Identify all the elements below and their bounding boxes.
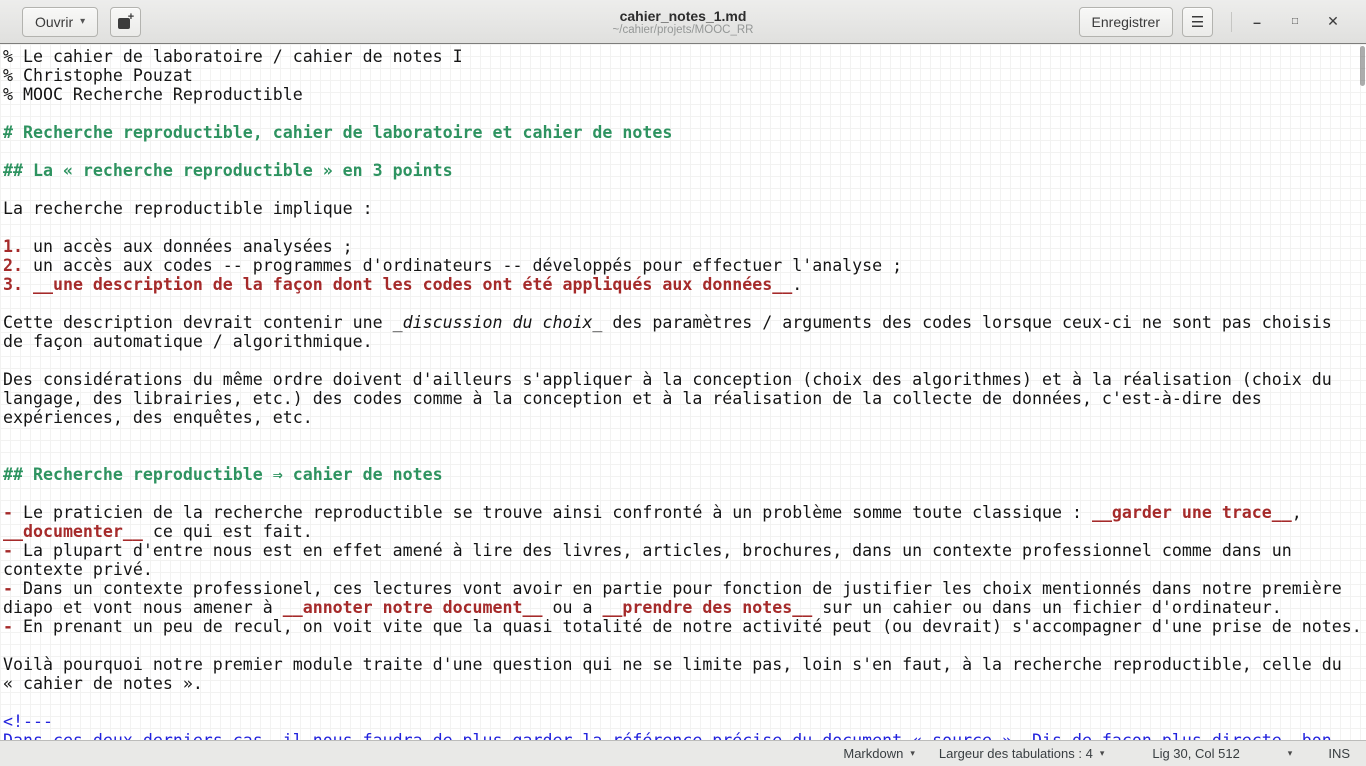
editor-line: - La plupart d'entre nous est en effet amené à lire des livres, articles, brochures, dans un contexte professionnel comme dans un (3, 541, 1292, 560)
editor-line: Voilà pourquoi notre premier module traite d'une question qui ne se limite pas, loin s'en faut, à la recherche reproductible, celle du (3, 655, 1342, 674)
editor-line (3, 180, 1366, 199)
close-button[interactable]: ✕ (1327, 13, 1339, 29)
save-button[interactable] (1079, 7, 1173, 37)
chevron-down-icon: ▾ (80, 15, 86, 27)
language-selector[interactable] (843, 746, 915, 761)
editor-line: 2. un accès aux codes -- programmes d'ordinateurs -- développés pour effectuer l'analyse ; (3, 256, 903, 275)
editor-line: ## Recherche reproductible ⇒ cahier de notes (3, 465, 443, 484)
editor-line (3, 484, 1366, 503)
chevron-down-icon: ▾ (1099, 748, 1105, 758)
editor-line: de façon automatique / algorithmique. (3, 332, 373, 351)
minimize-button[interactable]: – (1253, 13, 1261, 30)
header-bar (0, 0, 1366, 44)
editor-line: __documenter__ ce qui est fait. (3, 522, 313, 541)
editor-line: Des considérations du même ordre doivent d'ailleurs s'appliquer à la conception (choix des algorithmes) et à la réalisation (choix du (3, 370, 1332, 389)
editor-line: <!--- (3, 712, 53, 731)
menu-button[interactable] (1182, 7, 1213, 37)
open-button[interactable] (22, 7, 98, 37)
language-label: Markdown (843, 746, 904, 761)
editor-line: - Le praticien de la recherche reproductible se trouve ainsi confronté à un problème somme toute classique : __garder une trace__, (3, 503, 1302, 522)
save-button-label: Enregistrer (1091, 13, 1160, 30)
cursor-position[interactable] (1152, 746, 1239, 761)
editor-line: - Dans un contexte professionel, ces lectures vont avoir en partie pour fonction de justifier les choix mentionnés dans notre première (3, 579, 1342, 598)
cursor-position-label: Lig 30, Col 512 (1152, 746, 1240, 761)
editor-line: ## La « recherche reproductible » en 3 points (3, 161, 453, 180)
maximize-button[interactable]: □ (1291, 16, 1299, 27)
editor-line (3, 636, 1366, 655)
scrollbar-thumb[interactable] (1360, 46, 1365, 86)
separator (1231, 12, 1232, 32)
editor-line: % Le cahier de laboratoire / cahier de notes I (3, 47, 463, 66)
document-path: ~/cahier/projets/MOOC_RR (612, 23, 754, 36)
editor-line (3, 446, 1366, 465)
editor-line: % Christophe Pouzat (3, 66, 193, 85)
new-document-button[interactable] (110, 7, 141, 37)
status-bar (0, 740, 1366, 766)
chevron-down-icon: ▾ (910, 748, 915, 758)
insert-mode-indicator: INS (1328, 746, 1350, 761)
window-controls (1229, 12, 1352, 32)
editor-line (3, 351, 1366, 370)
tab-width-selector[interactable] (939, 746, 1104, 761)
editor-line: % MOOC Recherche Reproductible (3, 85, 303, 104)
editor-line: diapo et vont nous amener à __annoter notre document__ ou a __prendre des notes__ sur un cahier ou dans un fichier d'ordinateur. (3, 598, 1282, 617)
tab-width-label: Largeur des tabulations : 4 (938, 746, 1093, 761)
editor-line: expériences, des enquêtes, etc. (3, 408, 313, 427)
editor-line: - En prenant un peu de recul, on voit vite que la quasi totalité de notre activité peut (ou devrait) s'accompagner d'une prise de notes. (3, 617, 1362, 636)
editor-line: Cette description devrait contenir une _discussion du choix_ des paramètres / arguments des codes lorsque ceux-ci ne sont pas choisis (3, 313, 1332, 332)
editor-line (3, 693, 1366, 712)
chevron-down-icon[interactable]: ▾ (1287, 748, 1293, 758)
editor-line (3, 218, 1366, 237)
new-document-icon: + (118, 15, 133, 29)
editor-line: langage, des librairies, etc.) des codes comme à la conception et à la réalisation de la collecte de données, c'est-à-dire des (3, 389, 1262, 408)
editor-content (0, 44, 1366, 750)
editor-line: La recherche reproductible implique : (3, 199, 373, 218)
editor-line: « cahier de notes ». (3, 674, 203, 693)
editor-line (3, 142, 1366, 161)
editor-line: # Recherche reproductible, cahier de laboratoire et cahier de notes (3, 123, 673, 142)
editor-line: 1. un accès aux données analysées ; (3, 237, 353, 256)
open-button-label: Ouvrir (35, 13, 74, 30)
hamburger-menu-icon: ☰ (1190, 13, 1205, 31)
editor-line: 3. __une description de la façon dont les codes ont été appliqués aux données__. (3, 275, 803, 294)
editor-line (3, 104, 1366, 123)
text-editor-area[interactable] (0, 44, 1366, 740)
editor-line (3, 427, 1366, 446)
editor-line: contexte privé. (3, 560, 153, 579)
editor-line (3, 294, 1366, 313)
document-title: cahier_notes_1.md (619, 7, 747, 24)
